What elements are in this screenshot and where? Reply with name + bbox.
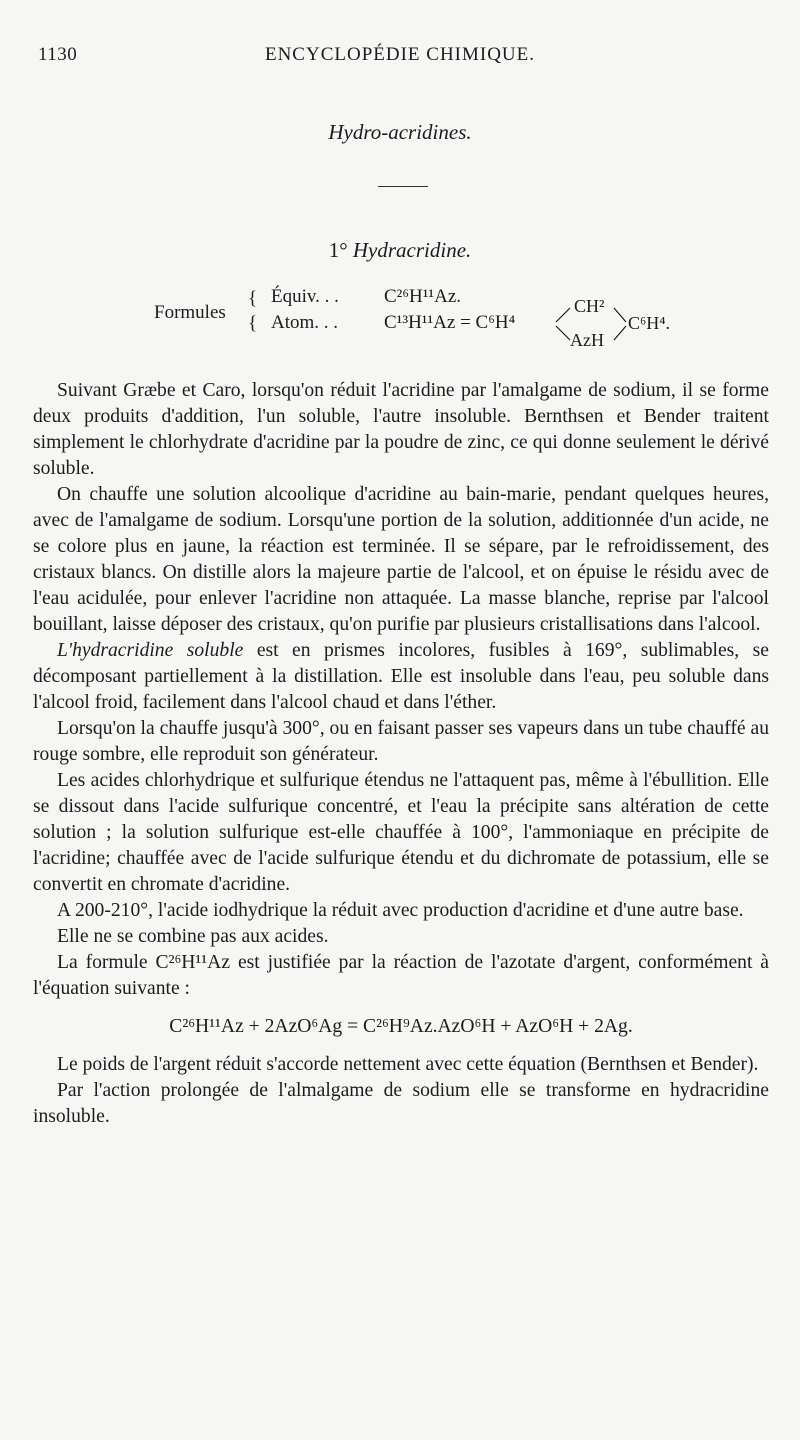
paragraph — [33, 638, 769, 716]
section-divider — [378, 186, 428, 187]
paragraph: Suivant Græbe et Caro, lorsqu'on réduit l'acridine par l'amalgame de sodium, il se forme deux produits d'addition, l'un soluble, l'autre insoluble. Bernthsen et Bender traitent simplement le chlorhydrate d'acridine par la poudre de zinc, ce qui donne seulement le dérivé soluble. — [33, 380, 769, 479]
paragraph: On chauffe une solution alcoolique d'acridine au bain-marie, pendant quelques heures, avec de l'amalgame de sodium. Lorsqu'une portion de la solution, additionnée d'un acide, ne se colore plus en jaune, la réaction est terminée. Il se sépare, par le refroidissement, des cristaux blancs. On distille alors la majeure partie de l'alcool, et on épuise le résidu avec de l'eau acidulée, pour enlever l'acridine non attaquée. La masse blanche, reprise par l'alcool bouillant, laisse déposer des cristaux, qu'on purifie par plusieurs cristallisations dans l'alcool. — [33, 484, 769, 635]
paragraph: Par l'action prolongée de l'almalgame de sodium elle se transforme en hydracridine insoluble. — [33, 1080, 769, 1127]
page-number: 1130 — [38, 44, 78, 65]
formula-block — [140, 286, 700, 366]
bridge-line-lower-left — [556, 326, 570, 340]
paragraph: A 200-210°, l'acide iodhydrique la réduit avec production d'acridine et d'une autre base. — [57, 900, 744, 921]
bridge-line-upper-left — [556, 308, 570, 322]
paragraph-italic-lead: L'hydracridine soluble — [57, 640, 244, 661]
paragraph: La formule C²⁶H¹¹Az est justifiée par la réaction de l'azotate d'argent, conformément à l'équation suivante : — [33, 952, 769, 999]
running-head: ENCYCLOPÉDIE CHIMIQUE. — [264, 44, 536, 65]
bridge-line-lower-right — [614, 326, 626, 340]
paragraph-rest: est en prismes incolores, fusibles à 169°, sublimables, se décomposant partiellement à la distillation. Elle est insoluble dans l'eau, peu soluble dans l'alcool froid, facilement dans l'alcool chaud et dans l'éther. — [33, 640, 769, 713]
structural-bridge — [554, 290, 674, 350]
paragraph: Le poids de l'argent réduit s'accorde nettement avec cette équation (Bernthsen et Bender). — [57, 1054, 759, 1075]
formulas-label: Formules — [154, 302, 226, 323]
equiv-formula: C²⁶H¹¹Az. — [384, 286, 462, 307]
bridge-line-upper-right — [614, 308, 626, 322]
paragraph: Lorsqu'on la chauffe jusqu'à 300°, ou en faisant passer ses vapeurs dans un tube chauffé au rouge sombre, elle reproduit son générateur. — [33, 718, 769, 765]
subsection-number: 1° — [328, 238, 348, 262]
body-text — [33, 378, 769, 1130]
equation: C²⁶H¹¹Az + 2AzO⁶Ag = C²⁶H⁹Az.AzO⁶H + AzO⁶H + 2Ag. — [169, 1016, 633, 1037]
subsection-name: Hydracridine. — [352, 238, 472, 262]
paragraph: Elle ne se combine pas aux acides. — [57, 926, 329, 947]
bridge-bottom-label: AzH — [570, 330, 604, 350]
atom-label: Atom. . . — [271, 312, 339, 333]
section-title: Hydro-acridines. — [328, 120, 472, 144]
subsection-title — [0, 238, 800, 263]
paragraph: Les acides chlorhydrique et sulfurique étendus ne l'attaquent pas, même à l'ébullition. Elle se dissout dans l'acide sulfurique concentré, et l'eau la précipite sans altération de cette solution ; la solution sulfurique est-elle chauffée à 100°, l'ammoniaque en précipite de l'acridine; chauffée avec de l'acide sulfurique étendu et du dichromate de potassium, elle se convertit en chromate d'acridine. — [33, 770, 769, 895]
bridge-top-label: CH² — [574, 296, 605, 316]
atom-formula: C¹³H¹¹Az = C⁶H⁴ — [384, 312, 516, 333]
brace-symbol: { { — [248, 288, 258, 334]
bridge-right-label: C⁶H⁴. — [628, 313, 671, 333]
page-header — [38, 44, 762, 74]
equiv-label: Équiv. . . — [271, 286, 339, 307]
